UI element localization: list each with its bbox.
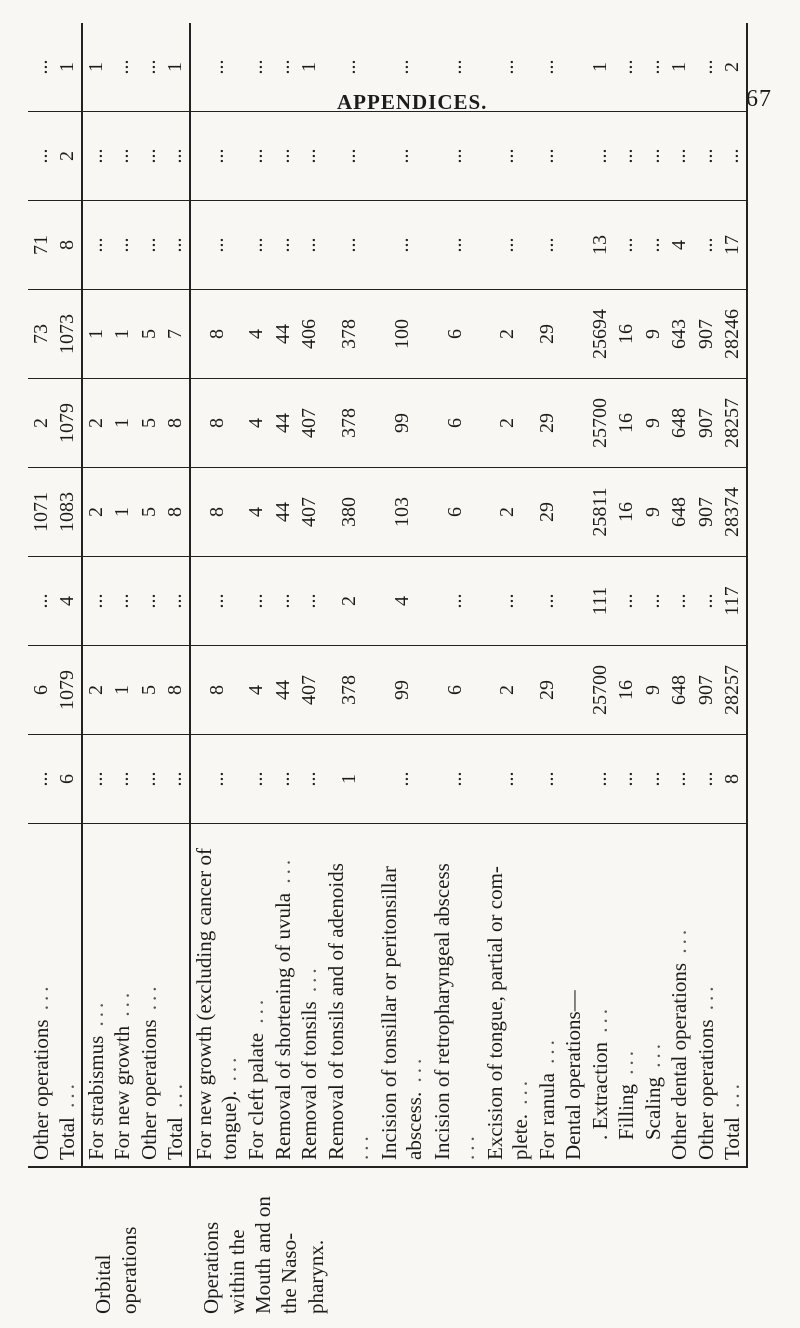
table-row: [109, 23, 135, 1320]
row-label: [296, 824, 322, 1168]
table-cell: ...: [244, 201, 270, 290]
table-cell: ...: [109, 112, 135, 201]
table-cell: 648: [666, 646, 692, 735]
table-cell: ...: [28, 112, 54, 201]
leader-dots: ...: [136, 982, 161, 1020]
table-cell: ...: [323, 112, 376, 201]
table-cell: 1: [54, 23, 81, 112]
table-cell: [561, 23, 587, 112]
table-cell: 1: [162, 23, 189, 112]
table-cell: 406: [296, 290, 322, 379]
table-cell: ...: [162, 735, 189, 824]
table-cell: 9: [640, 646, 666, 735]
leader-dots: ...: [297, 964, 322, 1002]
operations-table: [28, 59, 748, 1320]
row-label: [429, 824, 482, 1168]
table-cell: 2: [719, 23, 747, 112]
row-label: [136, 824, 162, 1168]
table-cell: 5: [136, 468, 162, 557]
table-cell: ...: [614, 201, 640, 290]
table-cell: 28246: [719, 290, 747, 379]
table-cell: ...: [376, 112, 429, 201]
table-cell: 1: [82, 290, 109, 379]
table-cell: ...: [587, 112, 613, 201]
table-cell: [561, 468, 587, 557]
leader-dots: ...: [720, 1080, 745, 1118]
table-cell: ...: [640, 112, 666, 201]
table-cell: ...: [270, 23, 296, 112]
table-cell: 1: [109, 290, 135, 379]
table-cell: ...: [323, 201, 376, 290]
table-cell: 407: [296, 468, 322, 557]
row-label-text: Total: [55, 1117, 80, 1160]
row-label: [54, 824, 81, 1168]
table-cell: ...: [190, 112, 244, 201]
row-label: [481, 824, 534, 1168]
table-cell: 44: [270, 290, 296, 379]
table-cell: 25811: [587, 468, 613, 557]
table-cell: 8: [190, 468, 244, 557]
table-cell: ...: [296, 735, 322, 824]
table-cell: ...: [640, 201, 666, 290]
table-cell: ...: [640, 557, 666, 646]
table-cell: 907: [693, 379, 719, 468]
table-cell: 44: [270, 646, 296, 735]
table-row: [136, 23, 162, 1320]
table-cell: ...: [429, 201, 482, 290]
table-total-row: [162, 23, 189, 1320]
table-cell: ...: [28, 23, 54, 112]
table-cell: 8: [54, 201, 81, 290]
table-cell: ...: [244, 112, 270, 201]
table-cell: 1: [82, 23, 109, 112]
table-cell: 4: [244, 468, 270, 557]
leader-dots: ...: [455, 1132, 480, 1160]
table-cell: ...: [296, 112, 322, 201]
table-cell: ...: [136, 201, 162, 290]
table-cell: ...: [534, 23, 560, 112]
table-cell: 8: [162, 379, 189, 468]
table-row: [693, 23, 719, 1320]
table-row: [323, 23, 376, 1320]
table-cell: 1: [109, 646, 135, 735]
table-cell: 378: [323, 379, 376, 468]
row-label: [693, 824, 719, 1168]
table-cell: [561, 557, 587, 646]
table-cell: 2: [28, 379, 54, 468]
table-cell: 103: [376, 468, 429, 557]
table-cell: ...: [640, 735, 666, 824]
table-row: [376, 23, 429, 1320]
table-row: [82, 23, 109, 1320]
table-cell: 28374: [719, 468, 747, 557]
table-cell: 25694: [587, 290, 613, 379]
table-row: [28, 23, 54, 1320]
row-label-text: Removal of tonsils: [297, 1001, 322, 1160]
table-cell: 71: [28, 201, 54, 290]
table-cell: 28257: [719, 646, 747, 735]
table-cell: ...: [270, 112, 296, 201]
table-cell: ...: [666, 112, 692, 201]
table-cell: 2: [54, 112, 81, 201]
table-cell: 99: [376, 646, 429, 735]
table-cell: 4: [54, 557, 81, 646]
row-label: [109, 824, 135, 1168]
row-label: [162, 824, 189, 1168]
table-cell: ...: [614, 735, 640, 824]
table-body: [28, 23, 747, 1320]
table-cell: ...: [481, 735, 534, 824]
table-total-row: [719, 23, 747, 1320]
table-cell: ...: [481, 557, 534, 646]
table-cell: ...: [82, 201, 109, 290]
row-label: [323, 824, 376, 1168]
table-cell: 2: [82, 379, 109, 468]
table-cell: 407: [296, 379, 322, 468]
table-row: [587, 23, 613, 1320]
table-cell: ...: [190, 557, 244, 646]
table-cell: ...: [481, 112, 534, 201]
table-cell: ...: [534, 557, 560, 646]
table-cell: 643: [666, 290, 692, 379]
table-cell: ...: [270, 557, 296, 646]
row-label-text: Other operations: [28, 1019, 53, 1160]
row-label: [719, 824, 747, 1168]
row-label-text: For ranula: [535, 1073, 560, 1160]
table-cell: 4: [666, 201, 692, 290]
table-cell: [561, 290, 587, 379]
row-label: [640, 824, 666, 1168]
row-label: [587, 824, 613, 1168]
table-cell: ...: [693, 201, 719, 290]
table-cell: 2: [82, 646, 109, 735]
row-label: [82, 824, 109, 1168]
table-cell: 378: [323, 290, 376, 379]
leader-dots: ...: [217, 1053, 242, 1091]
table-cell: 6: [429, 468, 482, 557]
row-label-text: For new growth (excluding cancer of tongue).: [192, 848, 242, 1160]
table-cell: 16: [614, 290, 640, 379]
table-cell: ...: [162, 201, 189, 290]
row-label-text: For strabismus: [83, 1035, 108, 1160]
table-cell: 6: [429, 379, 482, 468]
leader-dots: ...: [110, 988, 135, 1026]
table-cell: 907: [693, 290, 719, 379]
table-cell: ...: [270, 735, 296, 824]
table-total-row: [54, 23, 81, 1320]
table-cell: 1: [109, 379, 135, 468]
table-cell: [561, 646, 587, 735]
leader-dots: ...: [55, 1080, 80, 1118]
table-cell: 44: [270, 468, 296, 557]
table-cell: 16: [614, 468, 640, 557]
leader-dots: ...: [270, 855, 295, 893]
table-cell: ...: [190, 201, 244, 290]
table-cell: ...: [534, 201, 560, 290]
table-cell: 1083: [54, 468, 81, 557]
table-cell: 29: [534, 646, 560, 735]
table-row: [614, 23, 640, 1320]
row-label-text: Scaling: [640, 1077, 665, 1140]
table-cell: 4: [244, 646, 270, 735]
table-cell: 29: [534, 468, 560, 557]
row-label: [614, 824, 640, 1168]
leader-dots: ...: [28, 982, 53, 1020]
page-number: 67: [746, 86, 772, 112]
table-cell: ...: [190, 23, 244, 112]
leader-dots: ...: [693, 982, 718, 1020]
table-cell: 9: [640, 379, 666, 468]
table-cell: 25700: [587, 646, 613, 735]
table-cell: 4: [244, 290, 270, 379]
table-cell: 378: [323, 646, 376, 735]
table-cell: 8: [162, 468, 189, 557]
table-cell: ...: [136, 23, 162, 112]
table-cell: ...: [666, 557, 692, 646]
table-cell: ...: [481, 201, 534, 290]
table-cell: 117: [719, 557, 747, 646]
table-cell: 407: [296, 646, 322, 735]
table-cell: ...: [614, 112, 640, 201]
leader-dots: ...: [507, 1076, 532, 1114]
table-cell: 1: [296, 23, 322, 112]
table-cell: ...: [323, 23, 376, 112]
leader-dots: ...: [614, 1046, 639, 1084]
table-cell: ...: [429, 735, 482, 824]
table-cell: ...: [244, 735, 270, 824]
row-label-text: Other operations: [136, 1019, 161, 1160]
table-cell: 648: [666, 468, 692, 557]
table-cell: 1073: [54, 290, 81, 379]
row-label-text: Excision of tongue, partial or com-plete.: [482, 866, 532, 1160]
row-label-text: . Extraction: [587, 1042, 612, 1140]
row-label: [28, 824, 54, 1168]
row-label-text: Dental operations—: [561, 990, 586, 1160]
row-label: [534, 824, 560, 1168]
table-cell: 9: [640, 290, 666, 379]
table-cell: 100: [376, 290, 429, 379]
row-label: [561, 824, 587, 1168]
table-cell: 9: [640, 468, 666, 557]
table-cell: 6: [28, 646, 54, 735]
table-cell: ...: [190, 735, 244, 824]
table-cell: ...: [534, 735, 560, 824]
table-cell: 29: [534, 379, 560, 468]
table-cell: 6: [429, 290, 482, 379]
table-cell: ...: [109, 557, 135, 646]
row-label: [190, 824, 244, 1168]
table-cell: ...: [28, 735, 54, 824]
table-row: [481, 23, 534, 1320]
table-cell: 4: [244, 379, 270, 468]
table-row: [190, 23, 244, 1320]
table-cell: 380: [323, 468, 376, 557]
table-cell: ...: [693, 557, 719, 646]
table-cell: ...: [429, 557, 482, 646]
table-cell: ...: [162, 112, 189, 201]
group-label: [561, 1167, 747, 1320]
table-cell: 2: [82, 468, 109, 557]
row-label-text: Total: [162, 1117, 187, 1160]
table-cell: 1071: [28, 468, 54, 557]
leader-dots: ...: [535, 1036, 560, 1074]
table-cell: 2: [481, 290, 534, 379]
row-label-text: Other dental operations: [667, 962, 692, 1160]
table-cell: ...: [481, 23, 534, 112]
running-title: APPENDICES.: [337, 90, 488, 114]
table-cell: ...: [429, 112, 482, 201]
table-cell: [561, 379, 587, 468]
table-cell: ...: [693, 112, 719, 201]
table-cell: 5: [136, 646, 162, 735]
table-row: [244, 23, 270, 1320]
table-cell: 8: [190, 290, 244, 379]
table-cell: ...: [109, 735, 135, 824]
table-row: [534, 23, 560, 1320]
table-cell: ...: [244, 23, 270, 112]
row-label-text: For new growth: [110, 1025, 135, 1160]
table-cell: 8: [190, 646, 244, 735]
table-cell: 4: [376, 557, 429, 646]
table-cell: ...: [270, 201, 296, 290]
row-label-text: Other operations: [693, 1019, 718, 1160]
table-row: [666, 23, 692, 1320]
table-cell: ...: [614, 23, 640, 112]
table-cell: ...: [296, 557, 322, 646]
table-cell: ...: [376, 735, 429, 824]
table-cell: ...: [640, 23, 666, 112]
leader-dots: ...: [162, 1080, 187, 1118]
leader-dots: ...: [587, 1005, 612, 1043]
table-cell: 2: [481, 646, 534, 735]
table-cell: ...: [534, 112, 560, 201]
table-cell: 6: [54, 735, 81, 824]
table-cell: 1079: [54, 379, 81, 468]
row-label: [244, 824, 270, 1168]
table-cell: 44: [270, 379, 296, 468]
table-cell: 2: [481, 468, 534, 557]
table-row: [270, 23, 296, 1320]
table-cell: 8: [162, 646, 189, 735]
row-label-text: Removal of tonsils and of adenoids: [324, 863, 349, 1160]
table-row: [296, 23, 322, 1320]
table-cell: 73: [28, 290, 54, 379]
table-row: [429, 23, 482, 1320]
table-cell: ...: [28, 557, 54, 646]
table-cell: ...: [82, 735, 109, 824]
row-label-text: Filling: [614, 1083, 639, 1140]
table-cell: 99: [376, 379, 429, 468]
table-cell: 1: [587, 23, 613, 112]
table-cell: ...: [666, 735, 692, 824]
leader-dots: ...: [244, 995, 269, 1033]
table-cell: ...: [109, 23, 135, 112]
table-row: [561, 23, 587, 1320]
table-row: [640, 23, 666, 1320]
row-label-text: For cleft palate: [244, 1032, 269, 1160]
table-cell: 2: [481, 379, 534, 468]
table-cell: ...: [136, 557, 162, 646]
table-cell: 907: [693, 646, 719, 735]
table-cell: 5: [136, 379, 162, 468]
table-cell: ...: [376, 23, 429, 112]
group-label: Orbital operations: [90, 1226, 142, 1314]
table-cell: 13: [587, 201, 613, 290]
row-label: [270, 824, 296, 1168]
leader-dots: ...: [83, 998, 108, 1036]
row-label-text: Incision of tonsillar or peritonsillar abscess.: [377, 866, 427, 1160]
table-cell: [561, 201, 587, 290]
table-cell: ...: [376, 201, 429, 290]
table-cell: 16: [614, 646, 640, 735]
table-cell: ...: [162, 557, 189, 646]
table-cell: ...: [136, 735, 162, 824]
row-label: [376, 824, 429, 1168]
leader-dots: ...: [640, 1040, 665, 1077]
table-cell: ...: [296, 201, 322, 290]
group-label: Operations within the Mouth and on the Naso-pharynx.: [198, 1196, 328, 1314]
row-label-text: Removal of shortening of uvula: [270, 892, 295, 1160]
table-cell: ...: [614, 557, 640, 646]
table-cell: ...: [109, 201, 135, 290]
table-cell: 648: [666, 379, 692, 468]
group-label: [28, 1167, 82, 1320]
table-cell: ...: [693, 735, 719, 824]
table-cell: 29: [534, 290, 560, 379]
leader-dots: ...: [667, 925, 692, 963]
table-cell: ...: [82, 557, 109, 646]
table-cell: 2: [323, 557, 376, 646]
table-cell: 1: [109, 468, 135, 557]
table-cell: 1: [323, 735, 376, 824]
row-label-text: Total: [720, 1117, 745, 1160]
operations-grid: [28, 23, 748, 1320]
table-cell: 8: [719, 735, 747, 824]
table-cell: ...: [587, 735, 613, 824]
table-cell: 25700: [587, 379, 613, 468]
table-cell: ...: [244, 557, 270, 646]
leader-dots: ...: [349, 1132, 374, 1160]
table-cell: 1079: [54, 646, 81, 735]
table-cell: ...: [719, 112, 747, 201]
table-cell: 7: [162, 290, 189, 379]
row-label-text: Incision of retropharyngeal abscess: [430, 863, 455, 1160]
table-cell: 5: [136, 290, 162, 379]
table-cell: 28257: [719, 379, 747, 468]
table-cell: ...: [693, 23, 719, 112]
table-cell: 1: [666, 23, 692, 112]
table-cell: 17: [719, 201, 747, 290]
table-cell: ...: [82, 112, 109, 201]
table-cell: 16: [614, 379, 640, 468]
table-cell: 8: [190, 379, 244, 468]
table-cell: [561, 112, 587, 201]
row-label: [666, 824, 692, 1168]
table-cell: [561, 735, 587, 824]
table-cell: 907: [693, 468, 719, 557]
table-cell: 111: [587, 557, 613, 646]
table-cell: ...: [136, 112, 162, 201]
table-cell: 6: [429, 646, 482, 735]
leader-dots: ...: [402, 1054, 427, 1092]
table-cell: ...: [429, 23, 482, 112]
